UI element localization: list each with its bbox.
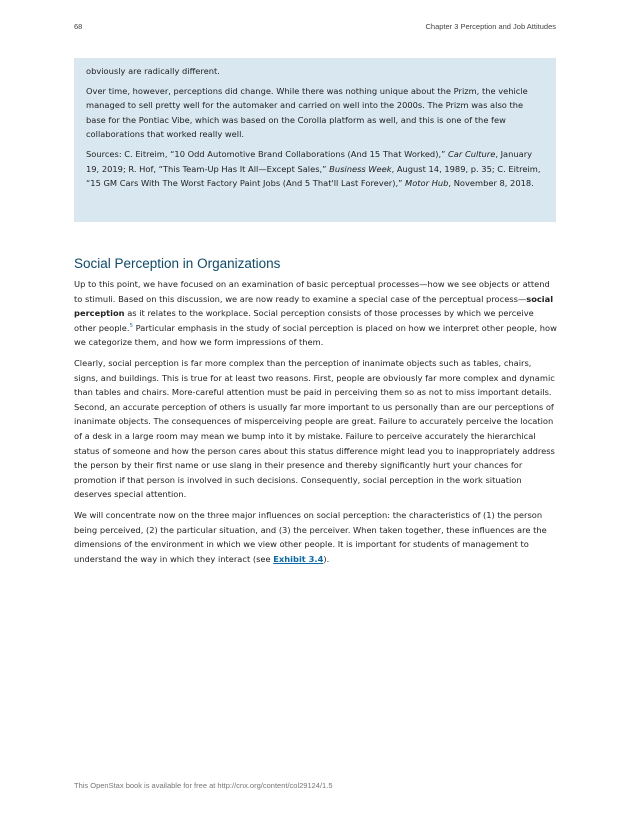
exhibit-link[interactable]: Exhibit 3.4 [273, 553, 324, 564]
footnote-reference[interactable]: 5 [129, 323, 134, 330]
p3-text-a: We will concentrate now on the three major influences on social perception: the characteristics of (1) the person being perceived, (2) the particular situation, and (3) the perceiver. When taken together, these influences are the dimensions of the environment in which we view other people. It is important for students of management to understand the way in which they interact (see [74, 509, 547, 564]
feature-paragraph-2: Over time, however, perceptions did change. While there was nothing unique about the Prizm, the vehicle managed to sell pretty well for the automaker and carried on well into the 2000s. The Prizm was also the base for the Pontiac Vibe, which was based on the Corolla platform as well, and this is one of the few collaborations that worked really well. [86, 85, 528, 140]
source-text-2: , January 19, 2019; R. Hof, “This Team-Up Has It All—Except Sales,” [86, 148, 533, 174]
source-text-1: Sources: C. Eitreim, “10 Odd Automotive Brand Collaborations (And 15 That Worked),” [86, 148, 449, 159]
source-publication-3: Motor Hub [405, 178, 449, 189]
body-paragraph-2: Clearly, social perception is far more complex than the perception of inanimate objects such as tables, chairs, signs, and buildings. This is true for at least two reasons. First, people are obviously far more complex and dynamic than tables and chairs. More-careful attention must be paid in perceiving them so as not to miss important details. Second, an accurate perception of others is usually far more important to us personally than are our perceptions of inanimate objects. The consequences of misperceiving people are great. Failure to accurately perceive the location of a desk in a large room may mean we bump into it by mistake. Failure to perceive accurately the hierarchical status of someone and how the person cares about this status difference might lead you to inappropriately address the person by their first name or use slang in their presence and thereby significantly hurt your chances for promotion if that person is involved in such decisions. Consequently, social perception in the work situation deserves special attention. [74, 357, 555, 500]
p1-text-b: as it relates to the workplace. Social perception consists of those processes by which we perceive other people. [74, 308, 534, 333]
source-text-4: , November 8, 2018. [448, 178, 534, 189]
source-publication-2: Business Week [329, 163, 392, 174]
running-header [74, 22, 556, 36]
key-term-social-perception: social perception [74, 293, 554, 319]
p3-text-b: ). [323, 553, 330, 564]
body-paragraph-3 [74, 508, 558, 566]
section-body [74, 277, 558, 572]
feature-box [74, 58, 556, 222]
page-footer: This OpenStax book is available for free at http://cnx.org/content/col29124/1.5 [74, 781, 333, 790]
source-text-3: , August 14, 1989, p. 35; C. Eitreim, “15 GM Cars With The Worst Factory Paint Jobs (And 5 That'll Last Forever),” [86, 163, 541, 189]
p1-text-c: Particular emphasis in the study of social perception is placed on how we interpret other people, how we categorize them, and how we form impressions of them. [74, 322, 557, 348]
p1-text-a: Up to this point, we have focused on an examination of basic perceptual processes—how we see objects or attend to stimuli. Based on this discussion, we are now ready to examine a special case of the perceptual process— [74, 279, 550, 304]
chapter-title: Chapter 3 Perception and Job Attitudes [425, 22, 556, 31]
feature-paragraph-1: obviously are radically different. [86, 66, 220, 76]
page-number: 68 [74, 22, 83, 31]
feature-sources [86, 147, 542, 191]
source-publication-1: Car Culture [448, 148, 496, 159]
section-title: Social Perception in Organizations [74, 256, 281, 271]
body-paragraph-1 [74, 277, 558, 350]
